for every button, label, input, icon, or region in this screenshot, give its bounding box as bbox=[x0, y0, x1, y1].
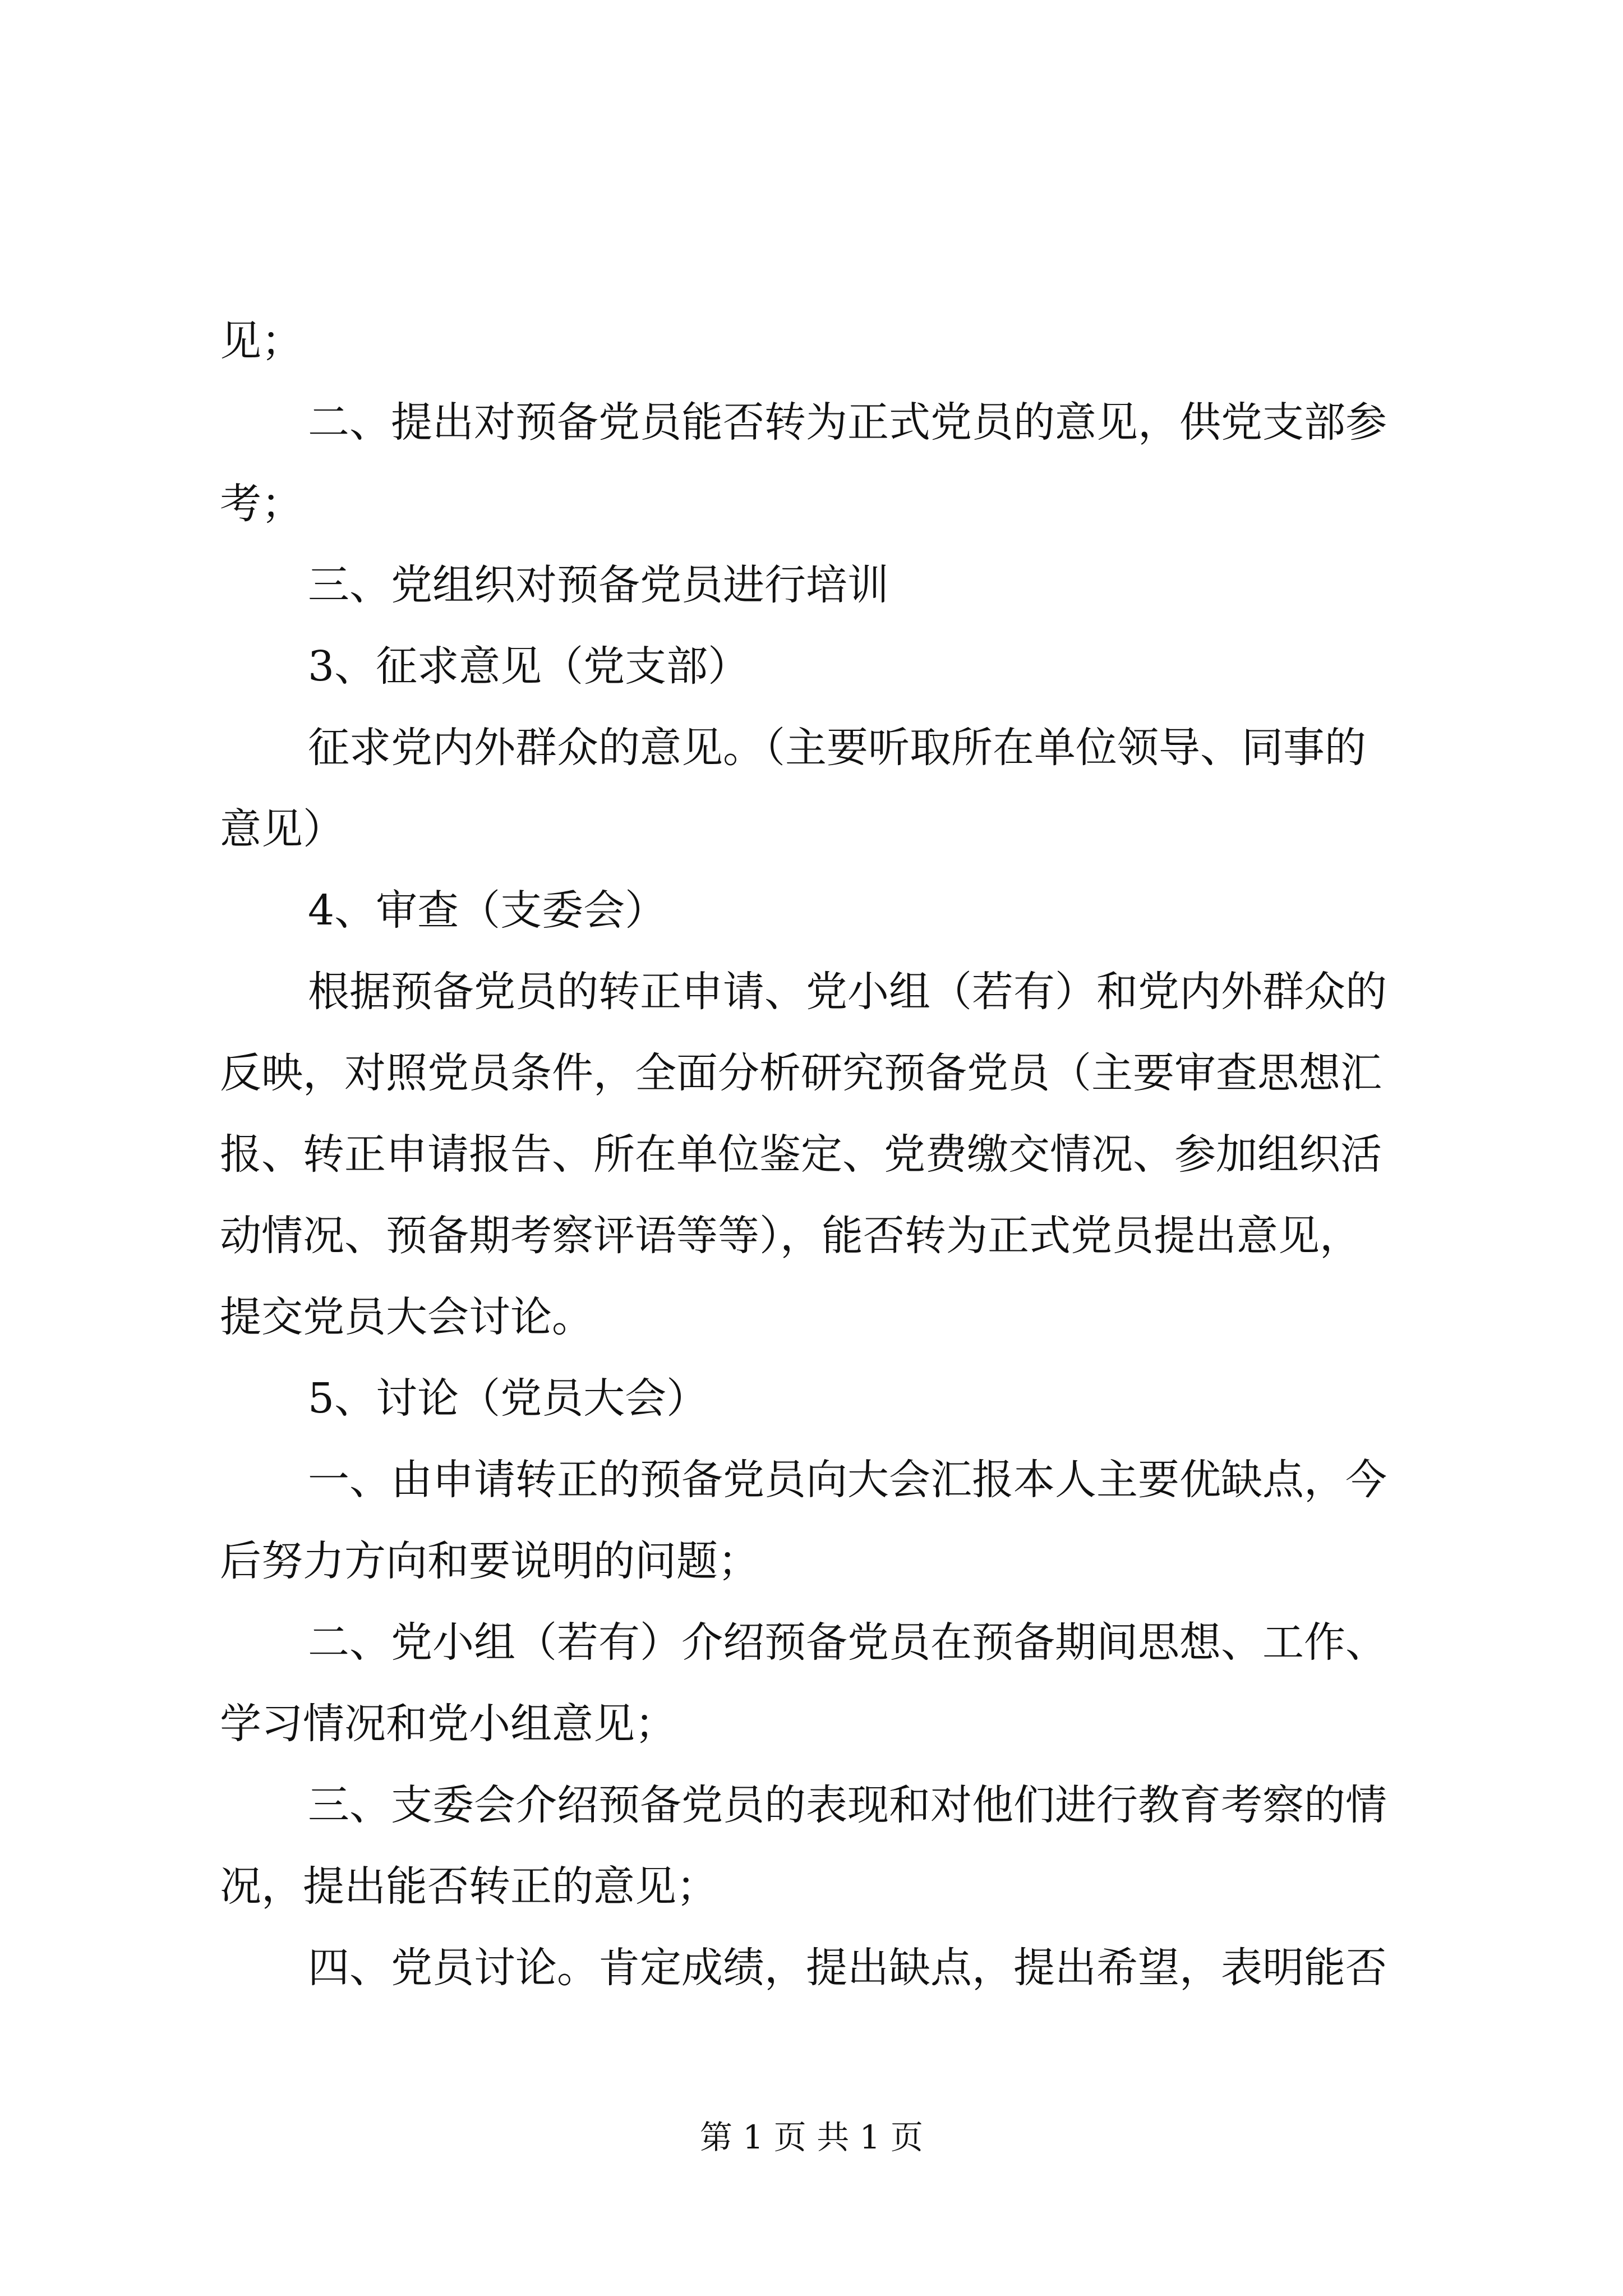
text-line: 二、提出对预备党员能否转为正式党员的意见，供党支部参 bbox=[308, 398, 1387, 447]
text-line: 意见） bbox=[220, 805, 344, 853]
text-line: 学习情况和党小组意见； bbox=[220, 1700, 676, 1748]
page-footer: 第 1 页 共 1 页 bbox=[700, 2118, 923, 2156]
text-line: 报、转正申请报告、所在单位鉴定、党费缴交情况、参加组织活 bbox=[220, 1130, 1382, 1179]
text-line: 提交党员大会讨论。 bbox=[220, 1293, 593, 1341]
text-line: 四、党员讨论。肯定成绩，提出缺点，提出希望，表明能否 bbox=[308, 1944, 1387, 1992]
text-line: 二、党小组（若有）介绍预备党员在预备期间思想、工作、 bbox=[308, 1618, 1387, 1667]
text-line: 后努力方向和要说明的问题； bbox=[220, 1537, 759, 1585]
text-line: 反映，对照党员条件，全面分析研究预备党员（主要审查思想汇 bbox=[220, 1049, 1382, 1097]
text-line: 4、审查（支委会） bbox=[308, 886, 667, 935]
text-line: 根据预备党员的转正申请、党小组（若有）和党内外群众的 bbox=[308, 968, 1387, 1016]
text-line: 征求党内外群众的意见。（主要听取所在单位领导、同事的 bbox=[308, 724, 1366, 772]
text-line: 三、党组织对预备党员进行培训 bbox=[308, 561, 889, 609]
text-line: 三、支委会介绍预备党员的表现和对他们进行教育考察的情 bbox=[308, 1781, 1387, 1829]
text-line: 见； bbox=[220, 317, 303, 365]
text-line: 5、讨论（党员大会） bbox=[308, 1374, 708, 1423]
text-line: 考； bbox=[220, 480, 303, 528]
text-line: 3、征求意见（党支部） bbox=[308, 642, 750, 691]
text-line: 况，提出能否转正的意见； bbox=[220, 1862, 718, 1911]
document-body bbox=[220, 301, 1439, 2009]
text-line: 动情况、预备期考察评语等等），能否转为正式党员提出意见， bbox=[220, 1212, 1361, 1260]
text-line: 一、由申请转正的预备党员向大会汇报本人主要优缺点，今 bbox=[308, 1456, 1387, 1504]
